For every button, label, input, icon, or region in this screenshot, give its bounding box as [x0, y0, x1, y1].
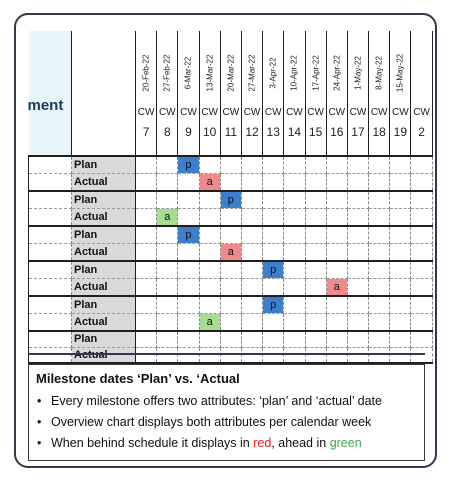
- week-cell: [347, 347, 368, 363]
- week-cell: [178, 296, 199, 314]
- week-cell: [411, 174, 432, 192]
- week-date: 8-May-22: [374, 56, 384, 90]
- week-cell: [347, 261, 368, 279]
- milestone-name-cell: [29, 331, 72, 347]
- week-cell: [263, 156, 284, 174]
- cw-label: CW: [180, 107, 197, 118]
- week-cell: [136, 191, 157, 209]
- week-cell: [305, 191, 326, 209]
- week-cell: [305, 314, 326, 332]
- week-cell: [369, 347, 390, 363]
- week-cell: [284, 191, 305, 209]
- milestone-name-cell: [29, 174, 72, 192]
- week-cell: [220, 296, 241, 314]
- week-cell: [284, 279, 305, 297]
- milestone-actual-row: [29, 314, 433, 332]
- week-cell: [411, 191, 432, 209]
- cw-label: CW: [201, 107, 218, 118]
- info-box: [28, 364, 425, 461]
- week-cell: [284, 226, 305, 244]
- week-cell: [199, 331, 220, 347]
- milestone-plan-row: [29, 191, 433, 209]
- week-cell: [136, 279, 157, 297]
- milestone-actual-row: [29, 347, 433, 363]
- week-cell: [347, 174, 368, 192]
- week-cell: [220, 209, 241, 227]
- week-cell: [241, 279, 262, 297]
- week-cell: [390, 261, 411, 279]
- week-cell: [241, 191, 262, 209]
- week-number: 14: [287, 125, 302, 139]
- week-cell: [305, 156, 326, 174]
- milestone-name-cell: [29, 347, 72, 363]
- week-cell: [390, 244, 411, 262]
- actual-label: Actual: [72, 209, 136, 227]
- week-cell: [220, 347, 241, 363]
- week-cell: [390, 156, 411, 174]
- week-cell: [199, 261, 220, 279]
- week-cell: [178, 156, 199, 174]
- milestone-name-cell: [29, 191, 72, 209]
- bullet-text: , ahead in: [271, 436, 330, 450]
- week-cell: [390, 191, 411, 209]
- week-cell: [411, 279, 432, 297]
- week-date: 10-Apr-22: [289, 55, 299, 91]
- week-cell: [284, 331, 305, 347]
- week-cell: [241, 261, 262, 279]
- plan-marker: p: [221, 192, 241, 208]
- week-header: [220, 31, 241, 156]
- milestone-name-cell: [29, 261, 72, 279]
- week-cell: [369, 279, 390, 297]
- cw-label: CW: [158, 107, 176, 118]
- week-cell: [390, 314, 411, 332]
- week-cell: [369, 191, 390, 209]
- week-cell: [199, 347, 220, 363]
- week-cell: [157, 279, 178, 297]
- week-cell: [220, 279, 241, 297]
- cw-label: CW: [264, 107, 282, 118]
- milestone-name-cell: [29, 314, 72, 332]
- week-cell: [136, 209, 157, 227]
- week-cell: [347, 279, 368, 297]
- cw-label: CW: [392, 107, 409, 118]
- week-cell: [284, 261, 305, 279]
- plan-label: Plan: [72, 226, 136, 244]
- week-number: 2: [418, 125, 425, 139]
- week-cell: [305, 244, 326, 262]
- milestone-grid: [28, 31, 435, 353]
- week-cell: [347, 209, 368, 227]
- week-cell: [263, 279, 284, 297]
- week-cell: [157, 156, 178, 174]
- cw-label: CW: [413, 107, 430, 118]
- week-cell: [220, 331, 241, 347]
- week-header: [178, 31, 199, 156]
- week-cell: [220, 244, 241, 262]
- week-date: 6-Mar-22: [183, 56, 193, 90]
- week-number: 9: [185, 125, 192, 139]
- week-number: 12: [245, 125, 259, 139]
- week-cell: [326, 261, 347, 279]
- week-cell: [305, 347, 326, 363]
- week-cell: [263, 314, 284, 332]
- week-header: [369, 31, 390, 156]
- week-cell: [326, 156, 347, 174]
- week-cell: [136, 261, 157, 279]
- cw-label: CW: [370, 107, 388, 118]
- cw-label: CW: [328, 107, 346, 118]
- milestone-actual-row: [29, 244, 433, 262]
- week-cell: [157, 226, 178, 244]
- bullet-icon: •: [37, 394, 42, 408]
- week-cell: [284, 174, 305, 192]
- week-cell: [263, 296, 284, 314]
- actual-label: Actual: [72, 244, 136, 262]
- section-header-cell: [29, 31, 72, 156]
- week-cell: [220, 174, 241, 192]
- week-cell: [157, 191, 178, 209]
- week-cell: [157, 314, 178, 332]
- milestone-actual-row: [29, 209, 433, 227]
- milestone-name-cell: [29, 244, 72, 262]
- green-word: green: [329, 436, 362, 450]
- week-cell: [241, 331, 262, 347]
- plan-marker: p: [178, 227, 198, 243]
- week-cell: [136, 331, 157, 347]
- week-cell: [369, 331, 390, 347]
- bullet-icon: •: [37, 436, 42, 450]
- week-cell: [157, 174, 178, 192]
- week-cell: [178, 244, 199, 262]
- week-cell: [326, 209, 347, 227]
- week-number: 10: [202, 125, 217, 139]
- week-header: [284, 31, 305, 156]
- cw-label: CW: [286, 107, 303, 118]
- week-cell: [199, 174, 220, 192]
- week-cell: [390, 331, 411, 347]
- milestone-plan-row: [29, 296, 433, 314]
- week-cell: [305, 209, 326, 227]
- week-cell: [220, 314, 241, 332]
- week-cell: [241, 244, 262, 262]
- info-bullets: [37, 391, 382, 454]
- week-cell: [369, 296, 390, 314]
- week-cell: [263, 347, 284, 363]
- week-cell: [136, 296, 157, 314]
- week-cell: [263, 191, 284, 209]
- week-cell: [136, 314, 157, 332]
- week-cell: [241, 156, 262, 174]
- bullet-item: [37, 433, 382, 454]
- week-cell: [157, 296, 178, 314]
- week-date: 17-Apr-22: [311, 55, 321, 91]
- week-cell: [178, 174, 199, 192]
- week-cell: [178, 331, 199, 347]
- week-cell: [390, 296, 411, 314]
- week-cell: [390, 174, 411, 192]
- week-cell: [390, 226, 411, 244]
- week-cell: [263, 261, 284, 279]
- week-cell: [157, 244, 178, 262]
- actual-marker: a: [200, 174, 220, 190]
- cw-label: CW: [222, 107, 240, 118]
- week-cell: [241, 347, 262, 363]
- week-header: [390, 31, 411, 156]
- week-cell: [178, 191, 199, 209]
- week-number: 8: [163, 125, 171, 139]
- week-cell: [369, 226, 390, 244]
- section-header: ment: [27, 97, 64, 114]
- week-cell: [305, 331, 326, 347]
- week-cell: [390, 279, 411, 297]
- week-cell: [136, 156, 157, 174]
- week-cell: [157, 347, 178, 363]
- week-number: 19: [393, 125, 408, 139]
- week-cell: [199, 279, 220, 297]
- actual-marker: a: [327, 279, 347, 295]
- week-cell: [411, 244, 432, 262]
- actual-marker: a: [200, 314, 220, 330]
- week-cell: [199, 244, 220, 262]
- week-cell: [178, 226, 199, 244]
- week-cell: [347, 191, 368, 209]
- week-cell: [241, 209, 262, 227]
- week-cell: [347, 156, 368, 174]
- week-cell: [305, 296, 326, 314]
- week-cell: [263, 209, 284, 227]
- week-date: 15-May-22: [395, 53, 405, 93]
- cw-label: CW: [349, 107, 367, 118]
- plan-label: Plan: [72, 261, 136, 279]
- week-date: 1-May-22: [353, 56, 363, 90]
- milestone-name-cell: [29, 296, 72, 314]
- week-number: 18: [372, 125, 386, 139]
- divider: [28, 353, 425, 355]
- actual-marker: a: [157, 209, 177, 225]
- week-cell: [411, 331, 432, 347]
- week-cell: [284, 156, 305, 174]
- week-cell: [347, 226, 368, 244]
- plan-label: Plan: [72, 191, 136, 209]
- week-cell: [284, 314, 305, 332]
- week-cell: [369, 156, 390, 174]
- week-cell: [263, 174, 284, 192]
- week-cell: [157, 331, 178, 347]
- week-cell: [178, 209, 199, 227]
- milestone-actual-row: [29, 174, 433, 192]
- actual-label: [72, 347, 136, 363]
- week-header: [199, 31, 220, 156]
- week-cell: [136, 226, 157, 244]
- week-cell: [347, 314, 368, 332]
- week-header: [241, 31, 262, 156]
- week-cell: [326, 279, 347, 297]
- milestone-actual-row: [29, 279, 433, 297]
- plan-marker: p: [178, 157, 198, 173]
- week-cell: [411, 296, 432, 314]
- bullet-item: [37, 391, 382, 412]
- week-cell: [411, 209, 432, 227]
- week-number: 7: [142, 125, 150, 139]
- week-cell: [199, 314, 220, 332]
- week-cell: [178, 279, 199, 297]
- week-cell: [326, 244, 347, 262]
- bullet-text: When behind schedule it displays in: [51, 436, 254, 450]
- week-cell: [305, 279, 326, 297]
- milestone-plan-row: [29, 261, 433, 279]
- week-cell: [326, 296, 347, 314]
- week-cell: [284, 347, 305, 363]
- week-cell: [284, 209, 305, 227]
- week-date: 20-Mar-22: [226, 54, 236, 92]
- week-cell: [136, 174, 157, 192]
- week-cell: [241, 296, 262, 314]
- week-cell: [157, 261, 178, 279]
- week-cell: [263, 331, 284, 347]
- week-cell: [369, 261, 390, 279]
- cw-label: CW: [307, 107, 324, 118]
- bullet-item: [37, 412, 382, 433]
- plan-label: Plan: [72, 296, 136, 314]
- plan-label: Plan: [72, 156, 136, 174]
- week-date: 13-Mar-22: [205, 54, 215, 92]
- week-cell: [220, 191, 241, 209]
- plan-marker: p: [263, 262, 283, 278]
- week-date: 3-Apr-22: [268, 57, 278, 89]
- actual-label: Actual: [72, 279, 136, 297]
- milestone-table: [28, 31, 433, 364]
- week-cell: [411, 347, 432, 363]
- cw-label: CW: [137, 107, 155, 118]
- week-cell: [241, 314, 262, 332]
- week-header: [136, 31, 157, 156]
- milestone-plan-row: [29, 331, 433, 347]
- week-cell: [411, 226, 432, 244]
- cw-label: CW: [243, 107, 261, 118]
- week-cell: [263, 226, 284, 244]
- week-cell: [220, 226, 241, 244]
- week-cell: [136, 347, 157, 363]
- week-number: 11: [224, 125, 238, 139]
- red-word: red: [253, 436, 272, 450]
- actual-marker: a: [221, 244, 241, 260]
- week-cell: [178, 314, 199, 332]
- week-date: 20-Feb-22: [141, 54, 151, 92]
- week-cell: [241, 226, 262, 244]
- week-cell: [199, 226, 220, 244]
- week-date: 27-Feb-22: [162, 54, 172, 92]
- week-cell: [390, 209, 411, 227]
- week-header: [263, 31, 284, 156]
- bullet-icon: •: [37, 415, 42, 429]
- week-cell: [284, 244, 305, 262]
- milestone-name-cell: [29, 156, 72, 174]
- actual-label: Actual: [72, 174, 136, 192]
- week-cell: [411, 261, 432, 279]
- week-cell: [241, 174, 262, 192]
- milestone-name-cell: [29, 209, 72, 227]
- week-number: 13: [266, 125, 280, 139]
- week-date: 27-Mar-22: [247, 54, 257, 92]
- week-cell: [305, 261, 326, 279]
- week-cell: [390, 347, 411, 363]
- week-header: [326, 31, 347, 156]
- milestone-plan-row: [29, 156, 433, 174]
- week-cell: [178, 347, 199, 363]
- week-cell: [199, 156, 220, 174]
- week-cell: [369, 174, 390, 192]
- week-header: [305, 31, 326, 156]
- week-header: [347, 31, 368, 156]
- label-header-cell: [72, 31, 136, 156]
- week-cell: [220, 261, 241, 279]
- week-cell: [411, 314, 432, 332]
- plan-label: Plan: [72, 331, 136, 347]
- milestone-name-cell: [29, 279, 72, 297]
- slide-frame: [14, 13, 437, 468]
- week-cell: [347, 296, 368, 314]
- plan-marker: p: [263, 297, 283, 313]
- week-cell: [199, 209, 220, 227]
- week-cell: [284, 296, 305, 314]
- milestone-plan-row: [29, 226, 433, 244]
- info-title: Milestone dates ‘Plan’ vs. ‘Actual: [36, 371, 240, 386]
- bullet-text: Overview chart displays both attributes per calendar week: [51, 415, 372, 429]
- week-cell: [347, 244, 368, 262]
- week-cell: [326, 314, 347, 332]
- week-cell: [199, 296, 220, 314]
- week-cell: [305, 174, 326, 192]
- week-cell: [411, 156, 432, 174]
- week-cell: [369, 244, 390, 262]
- week-cell: [326, 347, 347, 363]
- week-number: 17: [351, 125, 365, 139]
- week-cell: [199, 191, 220, 209]
- week-cell: [369, 314, 390, 332]
- week-cell: [326, 191, 347, 209]
- week-cell: [157, 209, 178, 227]
- week-header: [157, 31, 178, 156]
- week-cell: [305, 226, 326, 244]
- week-cell: [136, 244, 157, 262]
- week-date: 24-Apr-22: [332, 55, 342, 91]
- week-cell: [369, 209, 390, 227]
- milestone-name-cell: [29, 226, 72, 244]
- week-cell: [326, 331, 347, 347]
- week-header: [411, 31, 432, 156]
- week-cell: [326, 226, 347, 244]
- week-cell: [178, 261, 199, 279]
- week-cell: [326, 174, 347, 192]
- week-number: 16: [330, 125, 344, 139]
- actual-label: Actual: [72, 314, 136, 332]
- week-cell: [220, 156, 241, 174]
- week-cell: [263, 244, 284, 262]
- week-cell: [347, 331, 368, 347]
- bullet-text: Every milestone offers two attributes: ‘plan’ and ‘actual’ date: [51, 394, 382, 408]
- week-number: 15: [308, 125, 323, 139]
